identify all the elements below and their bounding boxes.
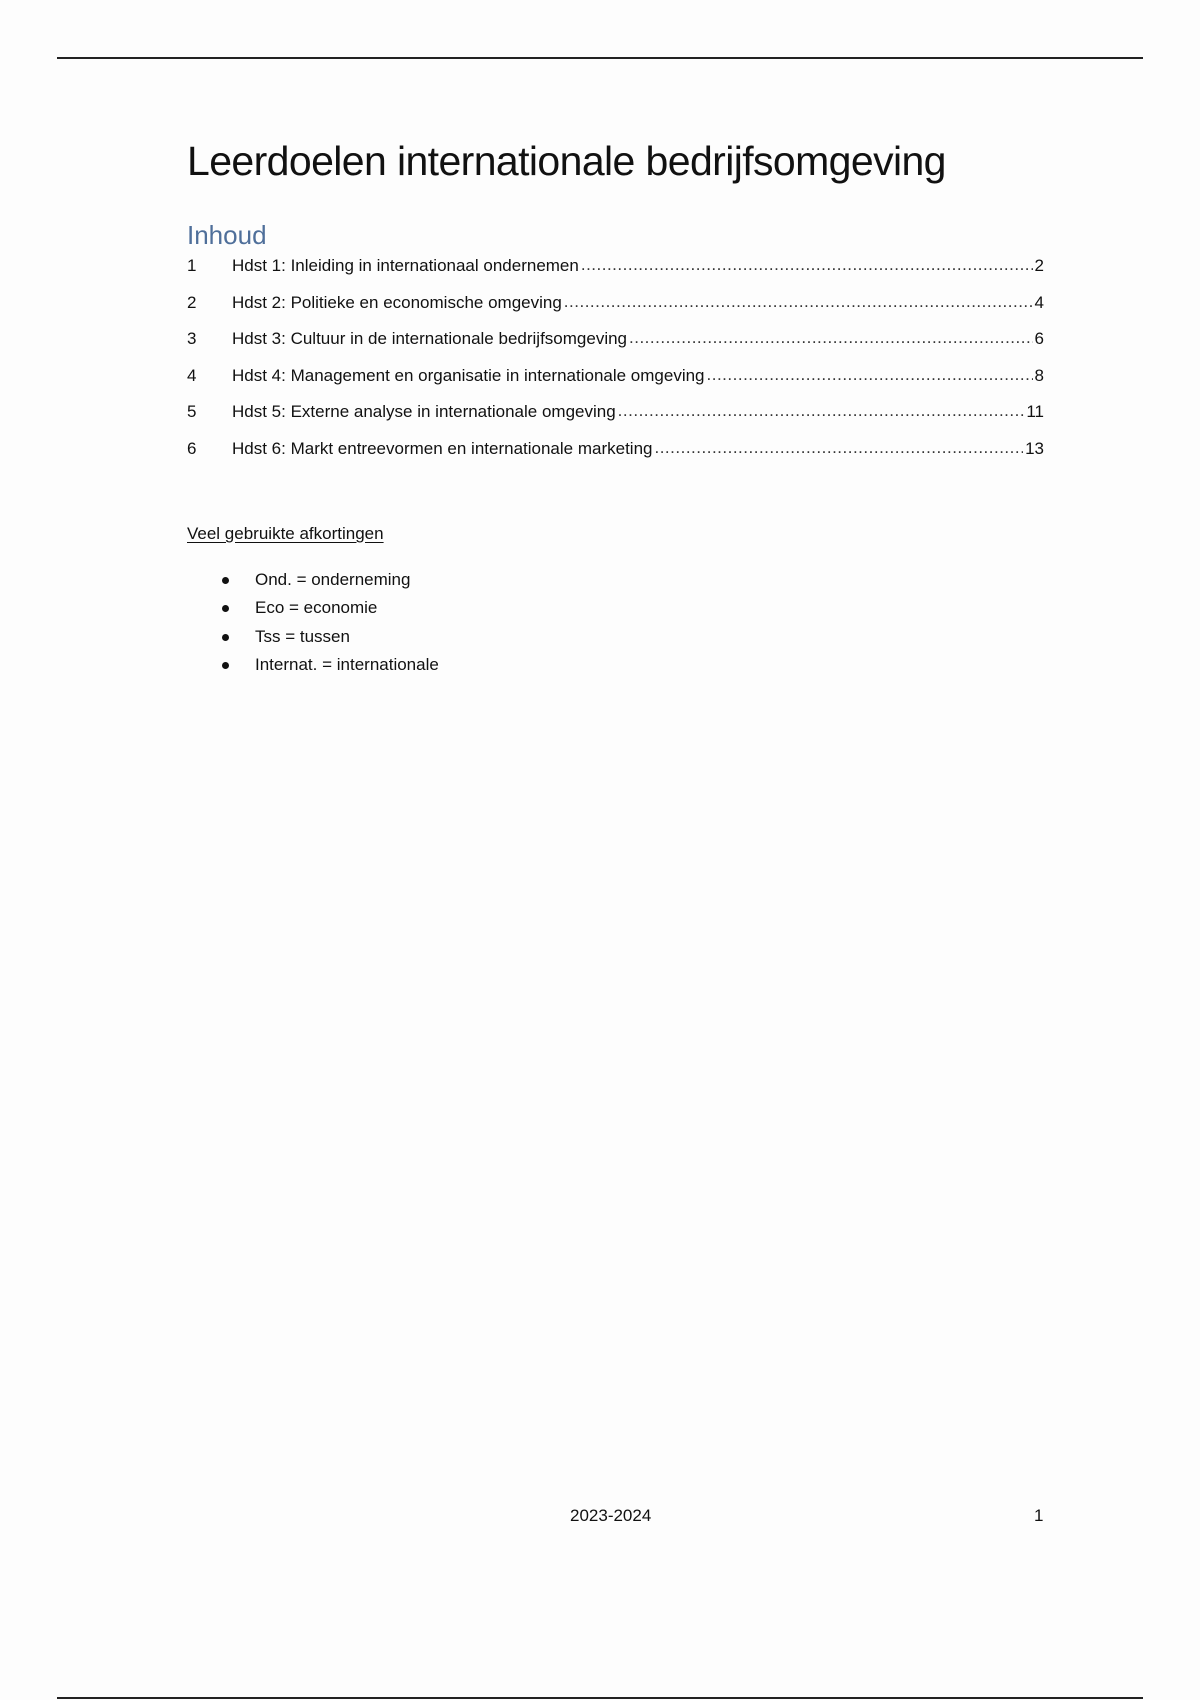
footer-rule	[57, 1697, 1143, 1699]
toc-entry-page[interactable]: 8	[1034, 365, 1044, 385]
toc-dot-leader	[707, 365, 1033, 385]
toc-entry-page[interactable]: 6	[1034, 329, 1044, 349]
toc-heading: Inhoud	[187, 220, 267, 250]
footer-page-number: 1	[1034, 1506, 1044, 1525]
toc-entry-page[interactable]: 13	[1025, 438, 1044, 458]
toc-entry[interactable]	[187, 366, 1044, 403]
toc-entry[interactable]	[187, 256, 1044, 293]
toc-entry[interactable]	[187, 293, 1044, 330]
toc-dot-leader	[618, 401, 1025, 421]
list-item: Eco = economie	[187, 594, 439, 622]
toc-entry-number: 4	[187, 365, 197, 385]
toc-dot-leader	[564, 292, 1033, 312]
document-title: Leerdoelen internationale bedrijfsomgeving	[187, 138, 946, 184]
toc-entry-text[interactable]: Hdst 2: Politieke en economische omgeving	[232, 292, 562, 312]
toc-dot-leader	[654, 438, 1023, 458]
toc-entry-number: 3	[187, 329, 197, 349]
abbreviations-list	[187, 566, 439, 680]
toc-entry-page[interactable]: 4	[1034, 292, 1044, 312]
table-of-contents	[187, 256, 1044, 476]
footer-year: 2023-2024	[570, 1506, 652, 1525]
list-item: Tss = tussen	[187, 623, 439, 651]
toc-entry-number: 6	[187, 438, 197, 458]
toc-entry[interactable]	[187, 439, 1044, 476]
toc-dot-leader	[581, 255, 1033, 275]
toc-entry-number: 1	[187, 256, 197, 275]
toc-entry[interactable]	[187, 329, 1044, 366]
abbreviations-heading: Veel gebruikte afkortingen	[187, 524, 384, 543]
list-item: Ond. = onderneming	[187, 566, 439, 594]
toc-entry-page[interactable]: 2	[1034, 256, 1044, 275]
toc-entry[interactable]	[187, 402, 1044, 439]
toc-entry-number: 2	[187, 292, 197, 312]
toc-entry-text[interactable]: Hdst 3: Cultuur in de internationale bedrijfsomgeving	[232, 329, 628, 349]
toc-entry-text[interactable]: Hdst 1: Inleiding in internationaal ondernemen	[232, 256, 579, 275]
toc-entry-text[interactable]: Hdst 4: Management en organisatie in internationale omgeving	[232, 365, 705, 385]
toc-entry-number: 5	[187, 402, 197, 422]
toc-dot-leader	[629, 328, 1033, 348]
toc-entry-text[interactable]: Hdst 5: Externe analyse in internationale omgeving	[232, 402, 616, 422]
toc-entry-text[interactable]: Hdst 6: Markt entreevormen en internationale marketing	[232, 438, 653, 458]
list-item: Internat. = internationale	[187, 651, 439, 679]
toc-entry-page[interactable]: 11	[1026, 402, 1044, 422]
header-rule	[57, 57, 1143, 59]
